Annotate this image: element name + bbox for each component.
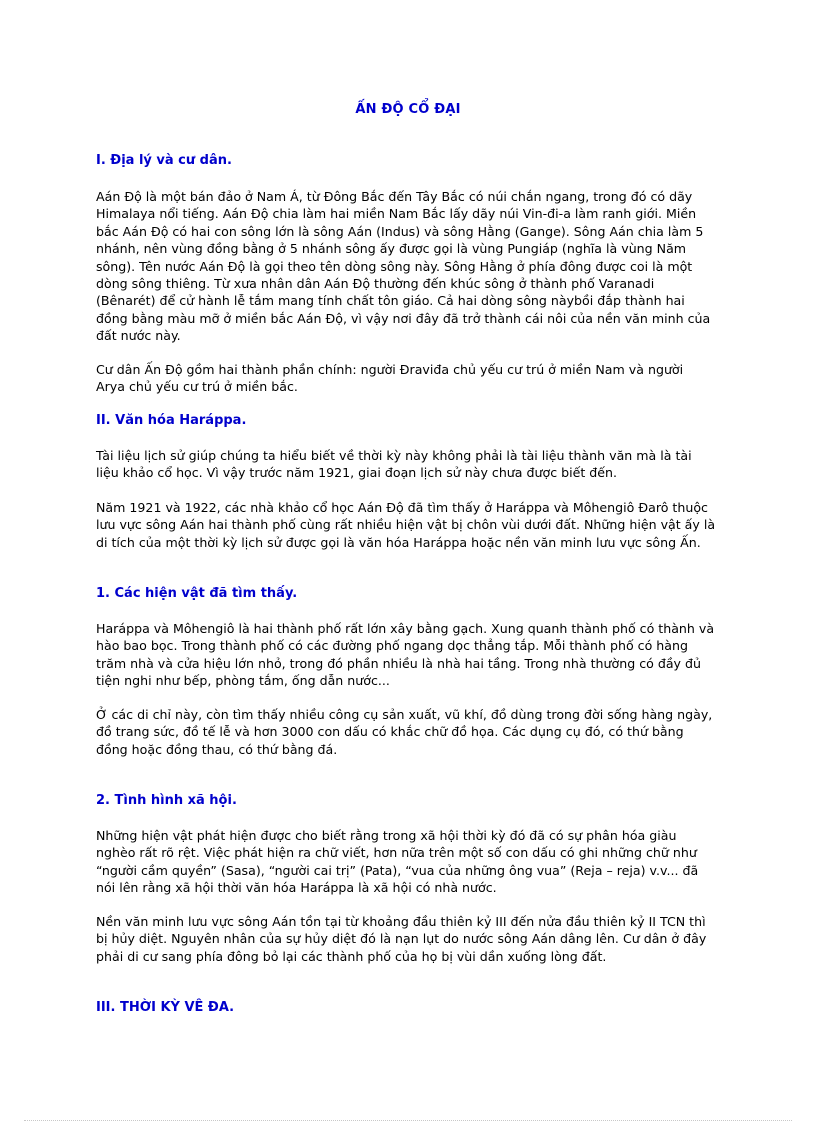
paragraph-geography-2: Cư dân Ấn Độ gồm hai thành phần chính: người Đraviđa chủ yếu cư trú ở miền Nam và người Arya chủ yếu cư trú ở miền bắc. [96, 362, 684, 395]
page-bottom-divider [24, 1120, 792, 1121]
section-heading-vedic-period: III. THỜI KỲ VÊ ĐA. [96, 1000, 235, 1015]
paragraph-society-2: Nền văn minh lưu vực sông Aán tồn tại từ khoảng đầu thiên kỷ III đến nửa đầu thiên kỷ II TCN thì bị hủy diệt. Nguyên nhân của sự hủy diệt đó là nạn lụt do nước sông Aán dâng lên. Cư dân ở đây phải di cư sang phía đông bỏ lại các thành phố của họ bị vùi dần xuống lòng đất. [96, 914, 707, 964]
subsection-heading-society: 2. Tình hình xã hội. [96, 793, 237, 808]
subsection-heading-artifacts: 1. Các hiện vật đã tìm thấy. [96, 586, 298, 601]
paragraph-harappa-1: Tài liệu lịch sử giúp chúng ta hiểu biết về thời kỳ này không phải là tài liệu thành văn mà là tài liệu khảo cổ học. Vì vậy trước năm 1921, giai đoạn lịch sử này chưa được biết đến. [96, 448, 692, 481]
paragraph-harappa-2: Năm 1921 và 1922, các nhà khảo cổ học Aán Độ đã tìm thấy ở Haráppa và Môhengiô Đarô thuộc lưu vực sông Aán hai thành phố cùng rất nhiều hiện vật bị chôn vùi dưới đất. Những hiện vật ấy là di tích của một thời kỳ lịch sử được gọi là văn hóa Haráppa hoặc nền văn minh lưu vực sông Ấn. [96, 500, 716, 550]
document-title: ẤN ĐỘ CỔ ĐẠI [355, 102, 461, 117]
section-heading-harappa: II. Văn hóa Haráppa. [96, 413, 247, 428]
paragraph-geography-1: Aán Độ là một bán đảo ở Nam Á, từ Đông Bắc đến Tây Bắc có núi chắn ngang, trong đó có dãy Himalaya nổi tiếng. Aán Độ chia làm hai miền Nam Bắc lấy dãy núi Vin-đi-a làm ranh giới. Miền bắc Aán Độ có hai con sông lớn là sông Aán (Indus) và sông Hằng (Gange). Sông Aán chia làm 5 nhánh, nên vùng đồng bằng ở 5 nhánh sông ấy được gọi là vùng Pungiáp (nghĩa là vùng Năm sông). Tên nước Aán Độ là gọi theo tên dòng sông này. Sông Hằng ở phía đông được coi là một dòng sông thiêng. Từ xưa nhân dân Aán Độ thường đến khúc sông ở thành phố Varanadi (Bênarét) để cử hành lễ tắm mang tính chất tôn giáo. Cả hai dòng sông nàybồi đắp thành hai đồng bằng màu mỡ ở miền bắc Aán Độ, vì vậy nơi đây đã trở thành cái nôi của nền văn minh của đất nước này. [96, 189, 711, 344]
paragraph-artifacts-1: Haráppa và Môhengiô là hai thành phố rất lớn xây bằng gạch. Xung quanh thành phố có thành và hào bao bọc. Trong thành phố có các đường phố ngang dọc thẳng tắp. Mỗi thành phố có hàng trăm nhà và cửa hiệu lớn nhỏ, trong đó phần nhiều là nhà hai tầng. Trong nhà thường có đầy đủ tiện nghi như bếp, phòng tắm, ống dẫn nước... [96, 621, 715, 689]
section-heading-geography: I. Địa lý và cư dân. [96, 153, 232, 168]
paragraph-artifacts-2: Ở các di chỉ này, còn tìm thấy nhiều công cụ sản xuất, vũ khí, đồ dùng trong đời sống hàng ngày, đồ trang sức, đồ tế lễ và hơn 3000 con dấu có khắc chữ đồ họa. Các dụng cụ đó, có thứ bằng đồng hoặc đồng thau, có thứ bằng đá. [96, 707, 713, 757]
paragraph-society-1: Những hiện vật phát hiện được cho biết rằng trong xã hội thời kỳ đó đã có sự phân hóa giàu nghèo rất rõ rệt. Việc phát hiện ra chữ viết, hơn nữa trên một số con dấu có ghi những chữ như “người cầm quyền” (Sasa), “người cai trị” (Pata), “vua của những ông vua” (Reja – reja) v.v... đã nói lên rằng xã hội thời văn hóa Haráppa là xã hội có nhà nước. [96, 828, 699, 896]
